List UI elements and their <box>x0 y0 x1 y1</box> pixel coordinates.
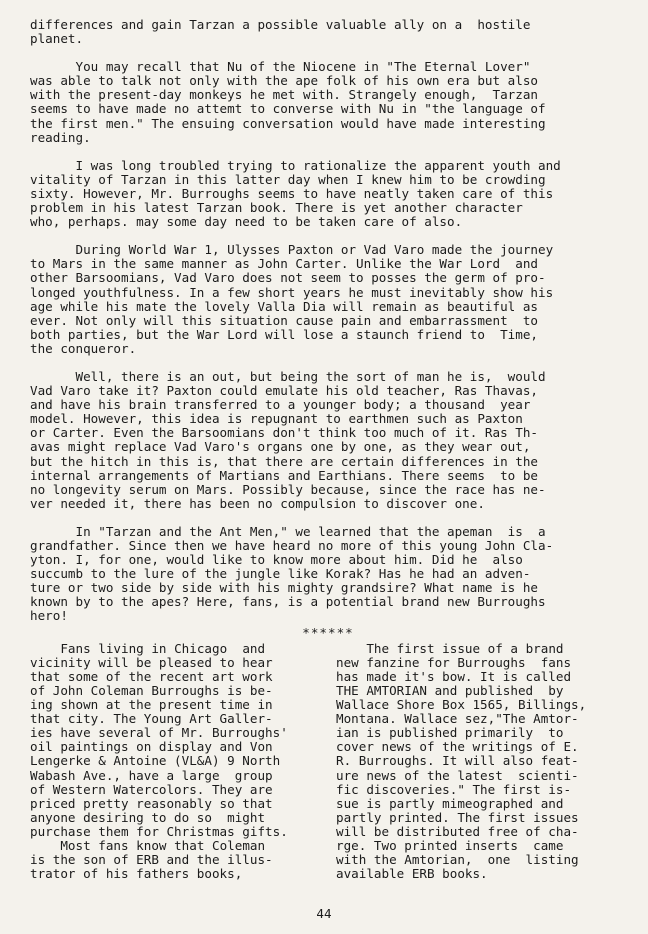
right-column-text: The first issue of a brand new fanzine for Burroughs fans has made it's bow. It is called THE AMTORIAN and published by Wallace Shore Box 1565, Billings, Montana. Wallace sez,"The Amtor- ian is published primarily to cover news of the writings of E. R. Burroughs. It will also feat- ure news of the latest scienti- fic discoveries." The first is- sue is partly mimeographed and partly printed. The first issues will be distributed free of cha- rge. Two printed inserts came with the Amtorian, one listing available ERB books. <box>336 640 587 882</box>
two-column-section <box>30 642 626 882</box>
paragraph-4: During World War 1, Ulysses Paxton or Vad Varo made the journey to Mars in the same manner as John Carter. Unlike the War Lord and other Barsoomians, Vad Varo does not seem to posses the germ of pro- longed youthfulness. In a few short years he must inevitably show his age while his mate the lovely Valla Dia will remain as beautiful as ever. Not only will this situation cause pain and embarrassment to both parties, but the War Lord will lose a staunch friend to Time, the conqueror. <box>30 242 554 356</box>
paragraph-1: differences and gain Tarzan a possible valuable ally on a hostile planet. <box>30 17 531 47</box>
paragraph-3: I was long troubled trying to rationalize the apparent youth and vitality of Tarzan in this latter day when I knew him to be crowding sixty. However, Mr. Burroughs seems to have neatly taken care of this problem in his latest Tarzan book. There is yet another character who, perhaps. may some day need to be taken care of also. <box>30 157 561 230</box>
paragraph-6: In "Tarzan and the Ant Men," we learned that the apeman is a grandfather. Since then we have heard no more of this young John Cla- yton. I, for one, would like to know more about him. Did he also succumb to the lure of the jungle like Korak? Has he had an adven- ture or two side by side with his mighty grandsire? What name is he known by to the apes? Here, fans, is a potential brand new Burroughs hero! <box>30 523 554 624</box>
paragraph-5: Well, there is an out, but being the sort of man he is, would Vad Varo take it? Paxton could emulate his old teacher, Ras Thavas, and have his brain transferred to a younger body; a thousand year model. However, this idea is repugnant to earthmen such as Paxton or Carter. Even the Barsoomians don't think too much of it. Ras Th- avas might replace Vad Varo's organs one by one, as they wear out, but the hitch in this is, that there are certain differences in the internal arrangements of Martians and Earthians. There seems to be no longevity serum on Mars. Possibly because, since the race has ne- ver needed it, there has been no compulsion to discover one. <box>30 368 546 511</box>
paragraph-2: You may recall that Nu of the Niocene in "The Eternal Lover" was able to talk not only with the ape folk of his own era but also with the present-day monkeys he met with. Strangely enough, Tarzan seems to have made no attemt to converse with Nu in "the language of the first men." The ensuing conversation would have made interesting reading. <box>30 59 546 145</box>
left-column-text: Fans living in Chicago and vicinity will be pleased to hear that some of the recent art work of John Coleman Burroughs is be- ing shown at the present time in that city. The Young Art Galler- ies have several of Mr. Burroughs' oil paintings on display and Von Lengerke & Antoine (VL&A) 9 North Wabash Ave., have a large group of Western Watercolors. They are priced pretty reasonably so that anyone desiring to do so might purchase them for Christmas gifts. Most fans know that Coleman is the son of ERB and the illus- trator of his fathers books, <box>30 640 288 882</box>
section-separator: ****** <box>302 624 354 640</box>
page-number: 44 <box>316 906 332 921</box>
